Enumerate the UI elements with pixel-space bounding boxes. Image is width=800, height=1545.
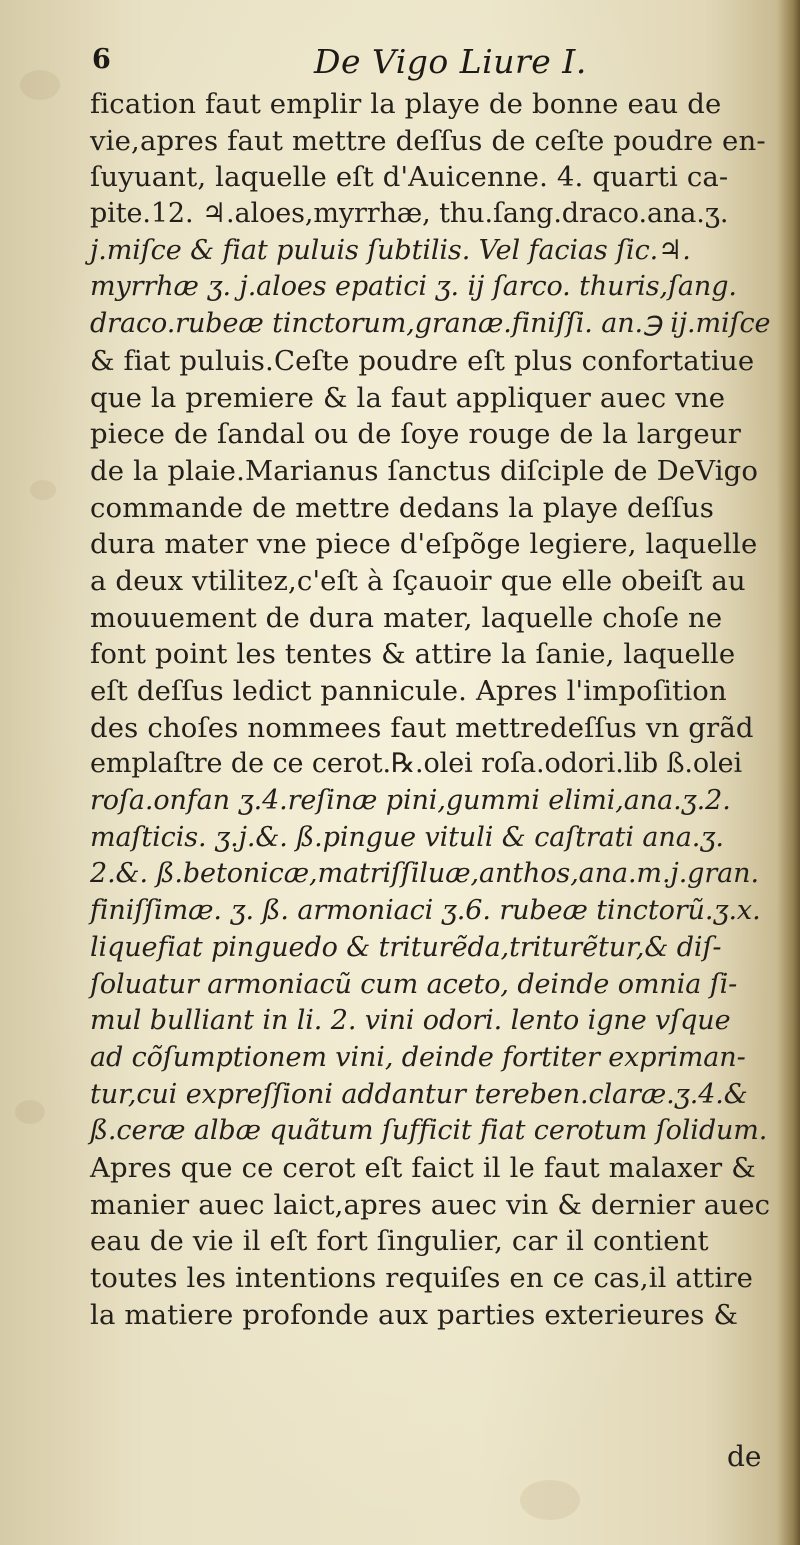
- foxing-stain: [20, 70, 60, 100]
- text-line: finiſſimæ. ʒ. ß. armoniaci ʒ.6. rubeæ tinctorũ.ʒ.x.: [90, 895, 761, 927]
- foxing-stain: [30, 480, 56, 500]
- text-line: des choſes nommees faut mettredeſſus vn grãd: [90, 711, 754, 744]
- text-line: myrrhæ ʒ. j.aloes epatici ʒ. ij ſarco. thuris,ſang.: [90, 271, 737, 303]
- text-line: ſuyuant, laquelle eſt d'Auicenne. 4. quarti ca-: [90, 161, 729, 194]
- text-line: ad cõſumptionem vini, deinde fortiter expriman-: [90, 1041, 746, 1073]
- binding-edge-shadow: [778, 0, 800, 1545]
- text-line: toutes les intentions requiſes en ce cas,il attire: [90, 1262, 754, 1294]
- catchword: de: [727, 1440, 762, 1473]
- text-line: eſt deſſus ledict pannicule. Apres l'impoſition: [90, 675, 727, 707]
- text-line: roſa.onfan ʒ.4.reſinæ pini,gummi elimi,ana.ʒ.2.: [90, 785, 731, 817]
- body-text: [90, 86, 770, 1333]
- text-line: & fiat puluis.Ceſte poudre eſt plus confortatiue: [90, 344, 755, 377]
- running-title: De Vigo Liure I.: [314, 42, 587, 81]
- text-line: commande de mettre dedans la playe deſſus: [90, 491, 715, 524]
- text-line: ſoluatur armoniacũ cum aceto, deinde omnia ſi-: [90, 968, 738, 1000]
- text-line: maſticis. ʒ.j.&. ß.pingue vituli & caſtrati ana.ʒ.: [90, 821, 724, 853]
- text-line: pite.12. ♃.aloes,myrrhæ, thu.ſang.draco.ana.ʒ.: [90, 198, 729, 230]
- text-line: la matiere profonde aux parties exterieures &: [90, 1298, 739, 1331]
- text-line: piece de ſandal ou de ſoye rouge de la largeur: [90, 418, 742, 451]
- text-line: mouuement de dura mater, laquelle choſe ne: [90, 601, 723, 634]
- text-line: tur,cui expreſſioni addantur tereben.claræ.ʒ.4.&: [90, 1078, 748, 1110]
- running-header: [92, 42, 732, 88]
- text-line: vie,apres faut mettre deſſus de ceſte poudre en-: [90, 124, 766, 157]
- foxing-stain: [15, 1100, 45, 1124]
- text-line: font point les tentes & attire la ſanie, laquelle: [90, 638, 736, 671]
- text-line: fication faut emplir la playe de bonne eau de: [90, 88, 722, 120]
- text-line: dura mater vne piece d'eſpõge legiere, laquelle: [90, 528, 758, 561]
- text-line: j.miſce & fiat puluis ſubtilis. Vel facias ſic.♃.: [90, 234, 691, 266]
- text-line: eau de vie il eſt fort ſingulier, car il contient: [90, 1225, 709, 1258]
- text-line: que la premiere & la faut appliquer auec vne: [90, 381, 726, 414]
- text-line: a deux vtilitez,c'eſt à ſçauoir que elle obeiſt au: [90, 564, 746, 597]
- text-line: draco.rubeæ tinctorum,granæ.finiſſi. an.℈ ij.miſce: [90, 308, 771, 340]
- foxing-stain: [520, 1480, 580, 1520]
- text-line: 2.&. ß.betonicæ,matriſſiluæ,anthos,ana.m.j.gran.: [90, 858, 759, 890]
- text-line: liquefiat pinguedo & triturẽda,triturẽtur,& diſ-: [90, 931, 722, 963]
- text-line: emplaſtre de ce cerot.℞.olei roſa.odori.lib ß.olei: [90, 748, 743, 780]
- text-line: manier auec laict,apres auec vin & dernier auec: [90, 1188, 771, 1221]
- text-line: ß.ceræ albæ quãtum ſufficit fiat cerotum ſolidum.: [90, 1115, 768, 1147]
- text-line: Apres que ce cerot eſt faict il le faut malaxer &: [90, 1151, 756, 1184]
- text-line: mul bulliant in li. 2. vini odori. lento igne vſque: [90, 1005, 731, 1037]
- page-number: 6: [92, 44, 111, 75]
- text-line: de la plaie.Marianus ſanctus diſciple de DeVigo: [90, 454, 759, 487]
